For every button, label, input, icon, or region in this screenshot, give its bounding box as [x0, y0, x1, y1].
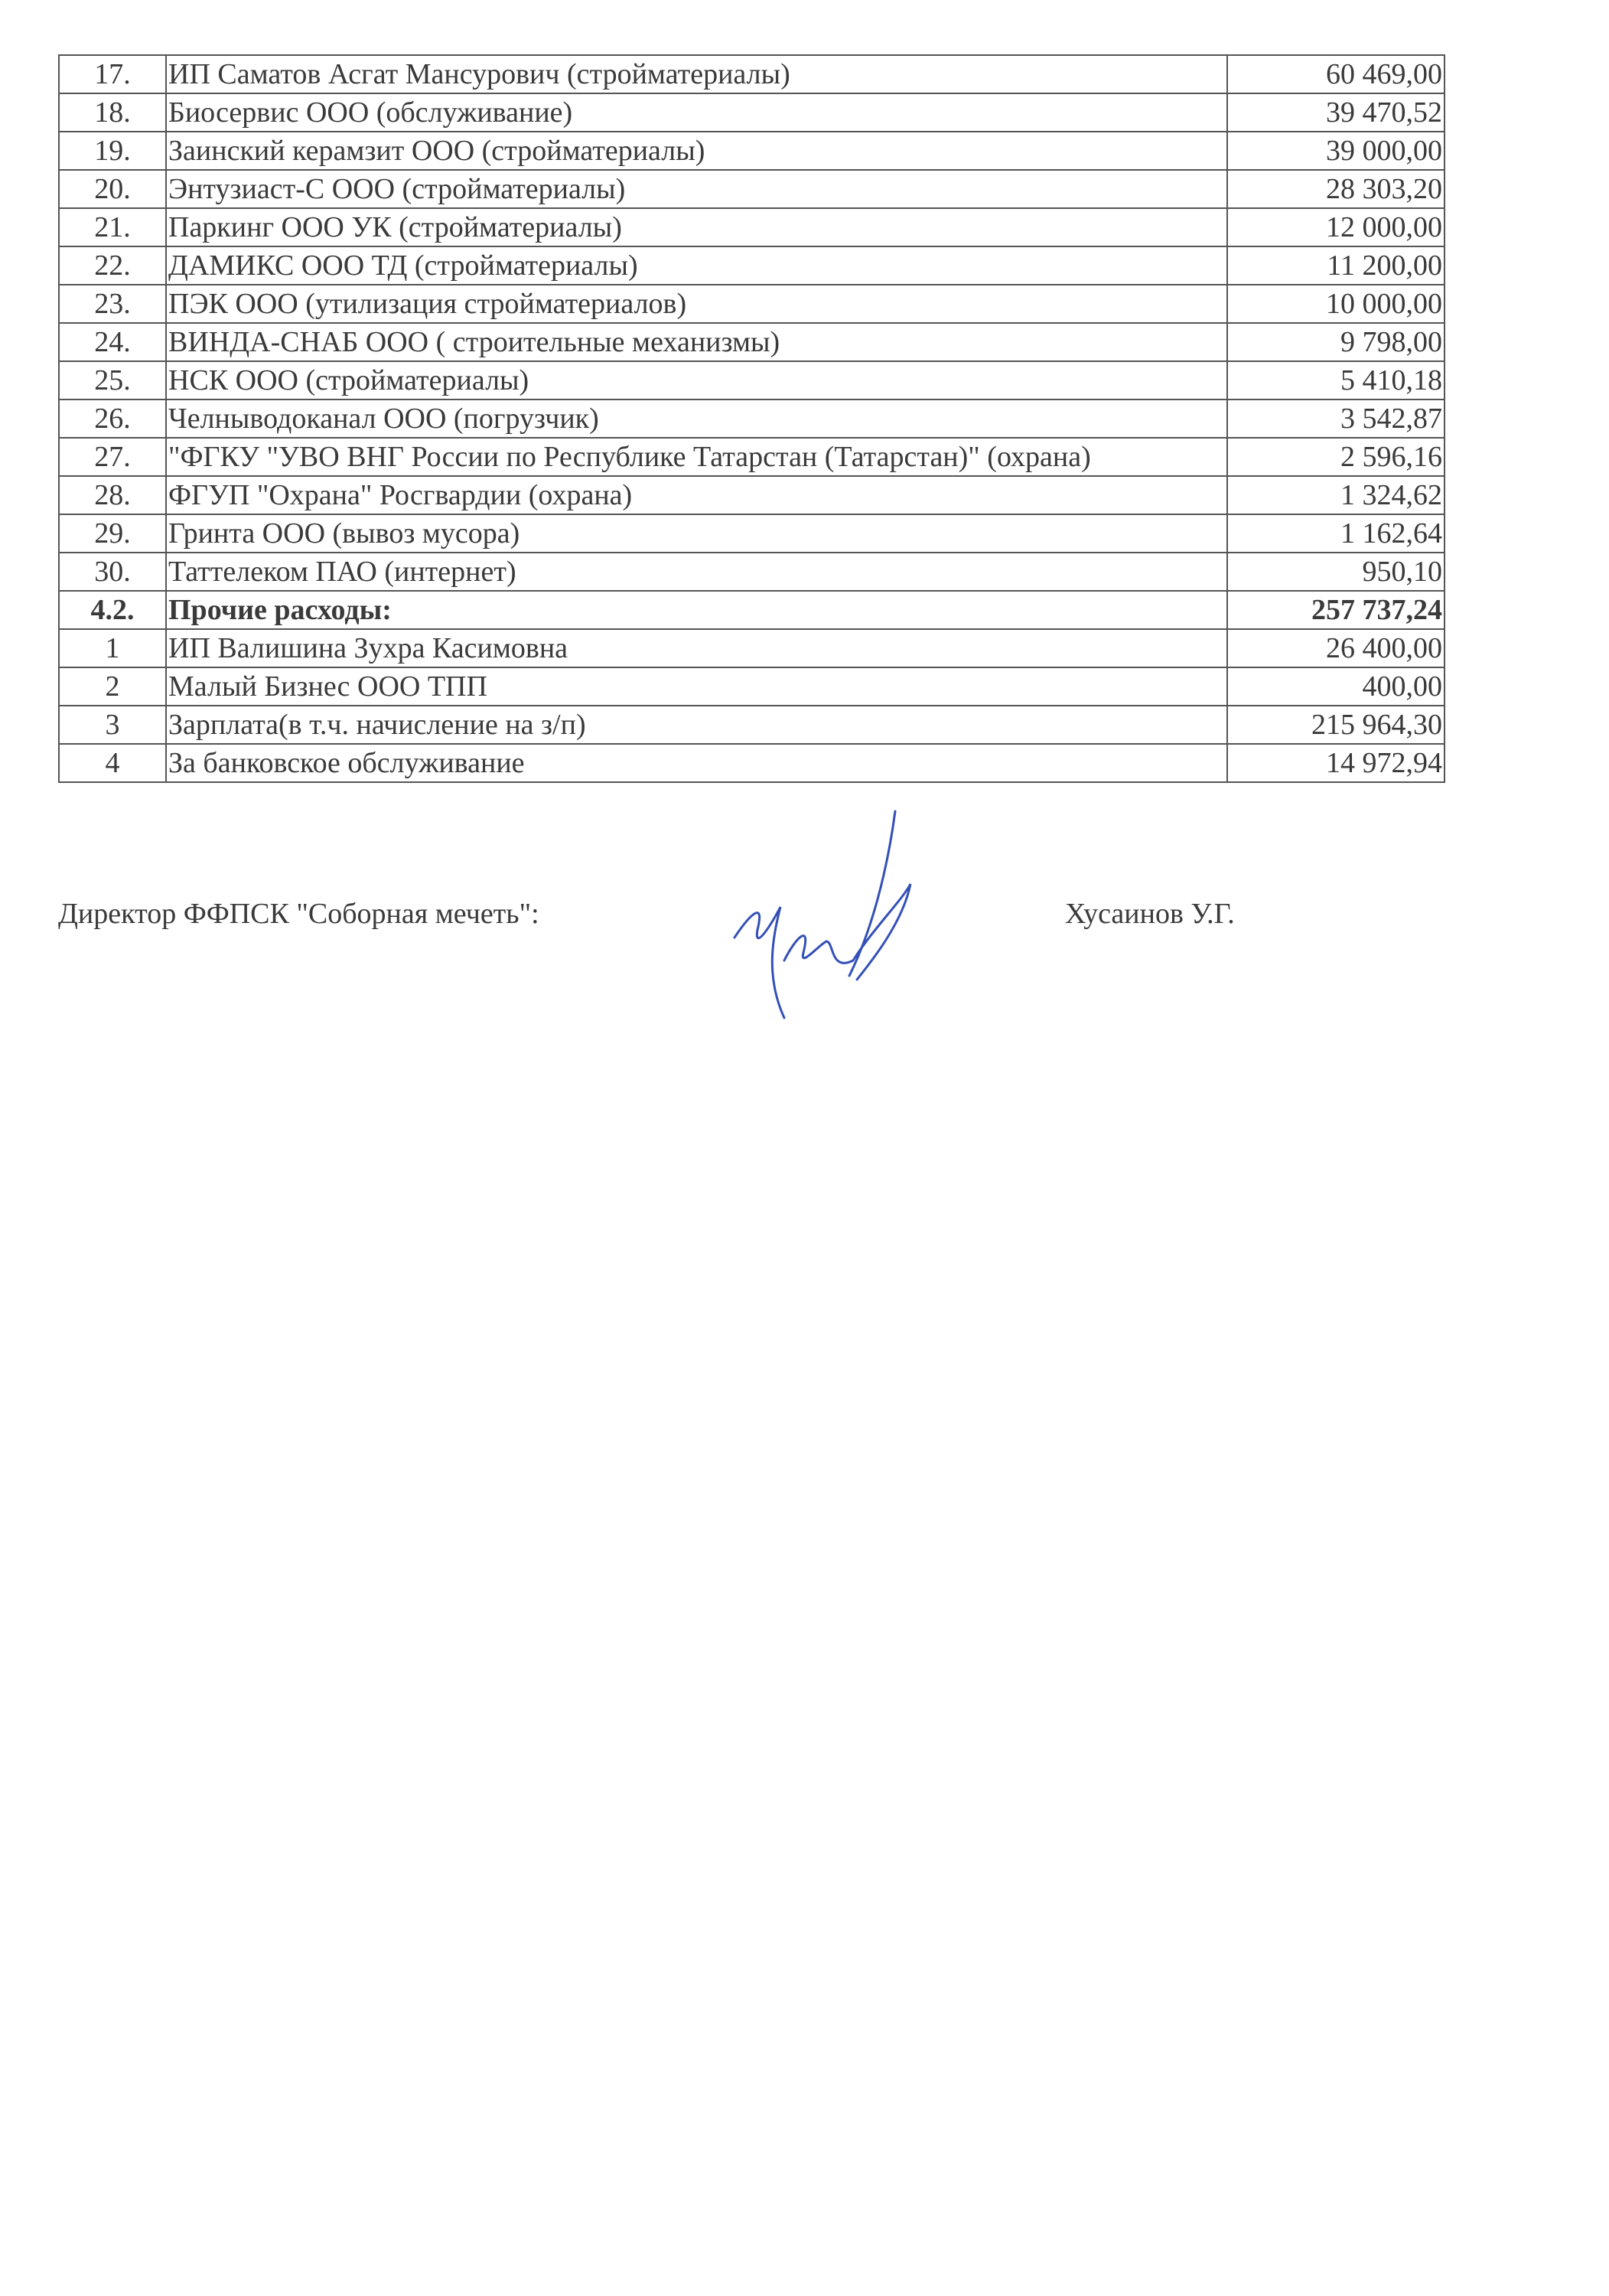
row-number: 28. [59, 476, 166, 514]
row-name: ДАМИКС ООО ТД (стройматериалы) [166, 246, 1227, 285]
row-amount: 2 596,16 [1227, 438, 1445, 476]
row-name: Прочие расходы: [166, 591, 1227, 629]
table-row [59, 438, 1445, 476]
row-number: 1 [59, 629, 166, 667]
row-amount: 400,00 [1227, 667, 1445, 706]
table-row [59, 706, 1445, 744]
row-amount: 215 964,30 [1227, 706, 1445, 744]
row-name: ИП Валишина Зухра Касимовна [166, 629, 1227, 667]
row-amount: 3 542,87 [1227, 400, 1445, 438]
row-name: Энтузиаст-С ООО (стройматериалы) [166, 170, 1227, 208]
row-name: Паркинг ООО УК (стройматериалы) [166, 208, 1227, 246]
table-row [59, 744, 1445, 782]
table-row [59, 361, 1445, 400]
table-row [59, 208, 1445, 246]
row-name: Гринта ООО (вывоз мусора) [166, 514, 1227, 553]
row-number: 20. [59, 170, 166, 208]
row-number: 2 [59, 667, 166, 706]
row-number: 4 [59, 744, 166, 782]
row-number: 30. [59, 553, 166, 591]
row-name: ИП Саматов Асгат Мансурович (стройматериалы) [166, 55, 1227, 93]
row-amount: 28 303,20 [1227, 170, 1445, 208]
row-amount: 1 324,62 [1227, 476, 1445, 514]
row-name: Зарплата(в т.ч. начисление на з/п) [166, 706, 1227, 744]
row-name: ВИНДА-СНАБ ООО ( строительные механизмы) [166, 323, 1227, 361]
table-row [59, 476, 1445, 514]
row-number: 24. [59, 323, 166, 361]
row-number: 3 [59, 706, 166, 744]
row-name: ПЭК ООО (утилизация стройматериалов) [166, 285, 1227, 323]
table-row [59, 667, 1445, 706]
row-amount: 26 400,00 [1227, 629, 1445, 667]
row-amount: 1 162,64 [1227, 514, 1445, 553]
section-row [59, 591, 1445, 629]
row-name: Челныводоканал ООО (погрузчик) [166, 400, 1227, 438]
row-amount: 39 000,00 [1227, 132, 1445, 170]
table-row [59, 323, 1445, 361]
row-name: Малый Бизнес ООО ТПП [166, 667, 1227, 706]
expenses-table [58, 54, 1445, 783]
row-amount: 9 798,00 [1227, 323, 1445, 361]
row-number: 22. [59, 246, 166, 285]
row-amount: 10 000,00 [1227, 285, 1445, 323]
signatory-title: Директор ФФПСК "Соборная мечеть": [58, 898, 539, 930]
row-name: "ФГКУ "УВО ВНГ России по Республике Татарстан (Татарстан)" (охрана) [166, 438, 1227, 476]
table-row [59, 246, 1445, 285]
signatory-name: Хусаинов У.Г. [1065, 898, 1235, 930]
row-name: Биосервис ООО (обслуживание) [166, 93, 1227, 132]
row-number: 23. [59, 285, 166, 323]
row-number: 19. [59, 132, 166, 170]
row-amount: 14 972,94 [1227, 744, 1445, 782]
row-name: ФГУП "Охрана" Росгвардии (охрана) [166, 476, 1227, 514]
row-amount: 11 200,00 [1227, 246, 1445, 285]
row-amount: 950,10 [1227, 553, 1445, 591]
table-row [59, 400, 1445, 438]
row-number: 29. [59, 514, 166, 553]
row-amount: 12 000,00 [1227, 208, 1445, 246]
row-amount: 60 469,00 [1227, 55, 1445, 93]
row-number: 26. [59, 400, 166, 438]
row-name: За банковское обслуживание [166, 744, 1227, 782]
row-number: 21. [59, 208, 166, 246]
row-number: 25. [59, 361, 166, 400]
row-number: 17. [59, 55, 166, 93]
table-row [59, 170, 1445, 208]
table-row [59, 514, 1445, 553]
row-amount: 5 410,18 [1227, 361, 1445, 400]
row-number: 4.2. [59, 591, 166, 629]
row-number: 27. [59, 438, 166, 476]
signature-image [719, 807, 926, 1029]
row-name: НСК ООО (стройматериалы) [166, 361, 1227, 400]
table-row [59, 553, 1445, 591]
table-row [59, 132, 1445, 170]
table-row [59, 55, 1445, 93]
row-name: Таттелеком ПАО (интернет) [166, 553, 1227, 591]
row-amount: 257 737,24 [1227, 591, 1445, 629]
table-row [59, 629, 1445, 667]
table-row [59, 93, 1445, 132]
table-row [59, 285, 1445, 323]
row-number: 18. [59, 93, 166, 132]
row-name: Заинский керамзит ООО (стройматериалы) [166, 132, 1227, 170]
row-amount: 39 470,52 [1227, 93, 1445, 132]
